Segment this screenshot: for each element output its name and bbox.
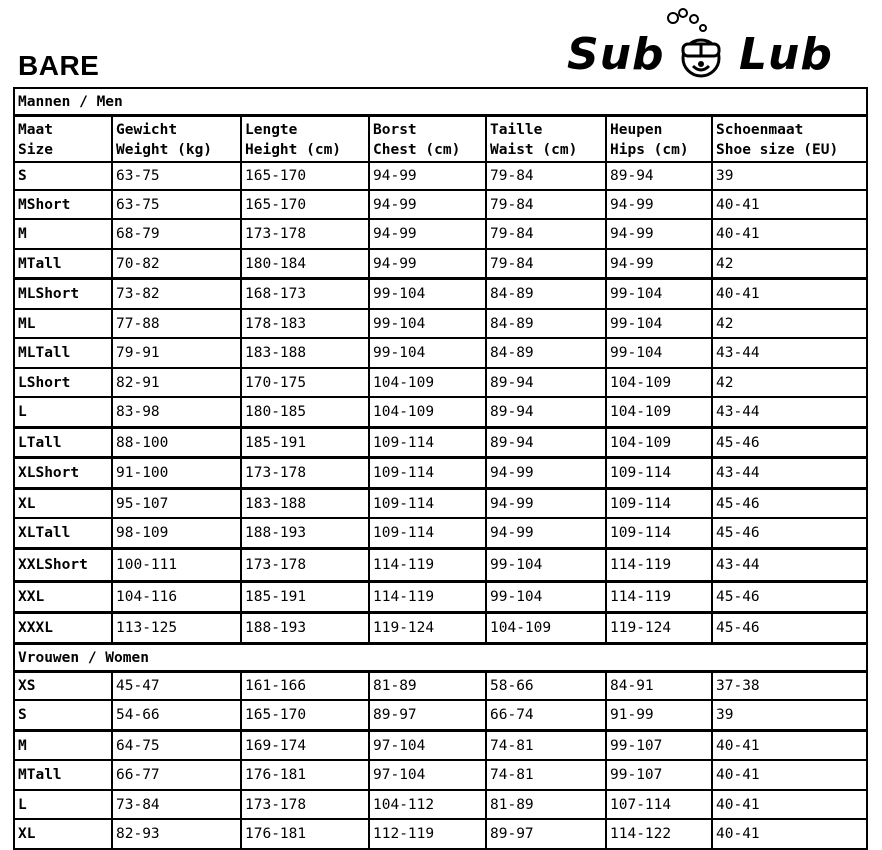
- value-cell: 109-114: [606, 458, 712, 489]
- column-header-dutch: Borst: [373, 121, 417, 138]
- value-cell: 64-75: [112, 731, 241, 761]
- size-cell: MLShort: [14, 279, 112, 310]
- size-cell: S: [14, 162, 112, 190]
- table-row: [14, 700, 867, 731]
- value-cell: 45-46: [712, 582, 867, 613]
- value-cell: 74-81: [486, 731, 606, 761]
- value-cell: 104-109: [606, 397, 712, 428]
- column-header-english: Hips (cm): [610, 141, 689, 158]
- brand-name: BARE: [18, 50, 100, 81]
- value-cell: 79-84: [486, 219, 606, 249]
- value-cell: 173-178: [241, 219, 369, 249]
- value-cell: 173-178: [241, 458, 369, 489]
- value-cell: 173-178: [241, 549, 369, 582]
- value-cell: 104-109: [369, 397, 486, 428]
- size-cell: XS: [14, 672, 112, 701]
- value-cell: 45-46: [712, 518, 867, 549]
- value-cell: 91-99: [606, 700, 712, 731]
- value-cell: 94-99: [369, 190, 486, 219]
- value-cell: 114-122: [606, 819, 712, 849]
- value-cell: 82-93: [112, 819, 241, 849]
- column-header: [606, 116, 712, 163]
- table-row: [14, 731, 867, 761]
- value-cell: 39: [712, 700, 867, 731]
- section-row-women: [14, 644, 867, 672]
- table-row: [14, 219, 867, 249]
- table-row: [14, 518, 867, 549]
- value-cell: 94-99: [369, 219, 486, 249]
- value-cell: 40-41: [712, 190, 867, 219]
- value-cell: 107-114: [606, 790, 712, 819]
- table-row: [14, 338, 867, 368]
- value-cell: 109-114: [369, 428, 486, 458]
- logo-word-sub: Sub: [567, 29, 665, 80]
- column-header-row: [14, 116, 867, 163]
- value-cell: 94-99: [486, 518, 606, 549]
- value-cell: 74-81: [486, 760, 606, 790]
- value-cell: 54-66: [112, 700, 241, 731]
- size-cell: MTall: [14, 249, 112, 279]
- value-cell: 104-116: [112, 582, 241, 613]
- value-cell: 40-41: [712, 219, 867, 249]
- value-cell: 180-184: [241, 249, 369, 279]
- value-cell: 161-166: [241, 672, 369, 701]
- value-cell: 91-100: [112, 458, 241, 489]
- column-header: [241, 116, 369, 163]
- column-header-english: Waist (cm): [490, 141, 578, 158]
- section-row-men: [14, 88, 867, 116]
- value-cell: 37-38: [712, 672, 867, 701]
- size-cell: L: [14, 790, 112, 819]
- value-cell: 109-114: [606, 489, 712, 519]
- size-chart-table: [13, 87, 868, 850]
- value-cell: 119-124: [606, 613, 712, 644]
- column-header-dutch: Maat: [18, 121, 53, 138]
- table-row: [14, 162, 867, 190]
- value-cell: 112-119: [369, 819, 486, 849]
- value-cell: 170-175: [241, 368, 369, 397]
- value-cell: 42: [712, 309, 867, 338]
- sublub-logo: [567, 6, 857, 84]
- table-row: [14, 249, 867, 279]
- size-cell: XXXL: [14, 613, 112, 644]
- value-cell: 173-178: [241, 790, 369, 819]
- value-cell: 104-109: [369, 368, 486, 397]
- value-cell: 104-112: [369, 790, 486, 819]
- value-cell: 104-109: [606, 368, 712, 397]
- value-cell: 63-75: [112, 162, 241, 190]
- size-cell: XXLShort: [14, 549, 112, 582]
- size-cell: XL: [14, 489, 112, 519]
- value-cell: 114-119: [369, 549, 486, 582]
- value-cell: 99-104: [486, 549, 606, 582]
- value-cell: 43-44: [712, 549, 867, 582]
- value-cell: 109-114: [369, 458, 486, 489]
- column-header-english: Height (cm): [245, 141, 342, 158]
- table-row: [14, 428, 867, 458]
- value-cell: 99-104: [606, 279, 712, 310]
- size-cell: LTall: [14, 428, 112, 458]
- table-row: [14, 368, 867, 397]
- table-row: [14, 613, 867, 644]
- value-cell: 63-75: [112, 190, 241, 219]
- section-title-women: Vrouwen / Women: [14, 644, 867, 672]
- table-row: [14, 309, 867, 338]
- value-cell: 42: [712, 368, 867, 397]
- value-cell: 84-91: [606, 672, 712, 701]
- value-cell: 83-98: [112, 397, 241, 428]
- value-cell: 180-185: [241, 397, 369, 428]
- value-cell: 100-111: [112, 549, 241, 582]
- value-cell: 89-97: [369, 700, 486, 731]
- value-cell: 42: [712, 249, 867, 279]
- table-row: [14, 458, 867, 489]
- value-cell: 99-104: [369, 309, 486, 338]
- value-cell: 40-41: [712, 760, 867, 790]
- column-header: [112, 116, 241, 163]
- value-cell: 45-46: [712, 489, 867, 519]
- column-header-english: Weight (kg): [116, 141, 213, 158]
- table-row: [14, 760, 867, 790]
- value-cell: 188-193: [241, 518, 369, 549]
- value-cell: 79-84: [486, 190, 606, 219]
- value-cell: 39: [712, 162, 867, 190]
- value-cell: 168-173: [241, 279, 369, 310]
- size-cell: M: [14, 731, 112, 761]
- table-row: [14, 672, 867, 701]
- column-header: [369, 116, 486, 163]
- value-cell: 109-114: [369, 518, 486, 549]
- value-cell: 185-191: [241, 582, 369, 613]
- value-cell: 99-104: [486, 582, 606, 613]
- size-cell: LShort: [14, 368, 112, 397]
- value-cell: 43-44: [712, 458, 867, 489]
- column-header-english: Size: [18, 141, 53, 158]
- column-header-dutch: Schoenmaat: [716, 121, 804, 138]
- value-cell: 94-99: [486, 458, 606, 489]
- value-cell: 45-47: [112, 672, 241, 701]
- diver-face-icon: [663, 6, 739, 84]
- value-cell: 176-181: [241, 760, 369, 790]
- value-cell: 99-107: [606, 731, 712, 761]
- value-cell: 114-119: [369, 582, 486, 613]
- value-cell: 66-74: [486, 700, 606, 731]
- column-header-english: Chest (cm): [373, 141, 461, 158]
- value-cell: 43-44: [712, 338, 867, 368]
- value-cell: 40-41: [712, 279, 867, 310]
- size-cell: S: [14, 700, 112, 731]
- value-cell: 94-99: [369, 249, 486, 279]
- value-cell: 97-104: [369, 731, 486, 761]
- value-cell: 81-89: [486, 790, 606, 819]
- column-header: [486, 116, 606, 163]
- column-header: [14, 116, 112, 163]
- value-cell: 45-46: [712, 428, 867, 458]
- value-cell: 169-174: [241, 731, 369, 761]
- value-cell: 81-89: [369, 672, 486, 701]
- value-cell: 82-91: [112, 368, 241, 397]
- value-cell: 40-41: [712, 819, 867, 849]
- size-cell: MShort: [14, 190, 112, 219]
- value-cell: 113-125: [112, 613, 241, 644]
- value-cell: 99-104: [606, 338, 712, 368]
- size-cell: XLTall: [14, 518, 112, 549]
- table-row: [14, 582, 867, 613]
- value-cell: 89-97: [486, 819, 606, 849]
- value-cell: 84-89: [486, 279, 606, 310]
- value-cell: 70-82: [112, 249, 241, 279]
- value-cell: 73-84: [112, 790, 241, 819]
- value-cell: 183-188: [241, 338, 369, 368]
- value-cell: 89-94: [486, 397, 606, 428]
- value-cell: 94-99: [606, 190, 712, 219]
- size-cell: ML: [14, 309, 112, 338]
- value-cell: 114-119: [606, 582, 712, 613]
- value-cell: 43-44: [712, 397, 867, 428]
- value-cell: 88-100: [112, 428, 241, 458]
- table-row: [14, 549, 867, 582]
- size-cell: XLShort: [14, 458, 112, 489]
- column-header-dutch: Heupen: [610, 121, 663, 138]
- value-cell: 178-183: [241, 309, 369, 338]
- value-cell: 109-114: [369, 489, 486, 519]
- table-row: [14, 790, 867, 819]
- value-cell: 104-109: [486, 613, 606, 644]
- column-header-english: Shoe size (EU): [716, 141, 839, 158]
- value-cell: 165-170: [241, 700, 369, 731]
- value-cell: 58-66: [486, 672, 606, 701]
- value-cell: 79-84: [486, 162, 606, 190]
- value-cell: 104-109: [606, 428, 712, 458]
- column-header: [712, 116, 867, 163]
- table-row: [14, 190, 867, 219]
- value-cell: 79-91: [112, 338, 241, 368]
- table-row: [14, 489, 867, 519]
- value-cell: 94-99: [606, 249, 712, 279]
- value-cell: 176-181: [241, 819, 369, 849]
- value-cell: 66-77: [112, 760, 241, 790]
- size-cell: MTall: [14, 760, 112, 790]
- value-cell: 99-104: [369, 338, 486, 368]
- value-cell: 98-109: [112, 518, 241, 549]
- column-header-dutch: Taille: [490, 121, 543, 138]
- value-cell: 77-88: [112, 309, 241, 338]
- value-cell: 99-107: [606, 760, 712, 790]
- section-title-men: Mannen / Men: [14, 88, 867, 116]
- size-cell: L: [14, 397, 112, 428]
- value-cell: 40-41: [712, 790, 867, 819]
- table-row: [14, 819, 867, 849]
- value-cell: 94-99: [606, 219, 712, 249]
- value-cell: 165-170: [241, 190, 369, 219]
- size-cell: XXL: [14, 582, 112, 613]
- value-cell: 183-188: [241, 489, 369, 519]
- logo-word-lub: Lub: [739, 29, 833, 80]
- value-cell: 94-99: [486, 489, 606, 519]
- value-cell: 68-79: [112, 219, 241, 249]
- value-cell: 97-104: [369, 760, 486, 790]
- table-row: [14, 397, 867, 428]
- value-cell: 99-104: [369, 279, 486, 310]
- value-cell: 79-84: [486, 249, 606, 279]
- value-cell: 89-94: [486, 428, 606, 458]
- size-cell: MLTall: [14, 338, 112, 368]
- value-cell: 188-193: [241, 613, 369, 644]
- value-cell: 84-89: [486, 309, 606, 338]
- value-cell: 73-82: [112, 279, 241, 310]
- value-cell: 89-94: [606, 162, 712, 190]
- value-cell: 40-41: [712, 731, 867, 761]
- value-cell: 45-46: [712, 613, 867, 644]
- value-cell: 109-114: [606, 518, 712, 549]
- value-cell: 114-119: [606, 549, 712, 582]
- value-cell: 89-94: [486, 368, 606, 397]
- size-cell: M: [14, 219, 112, 249]
- value-cell: 84-89: [486, 338, 606, 368]
- table-row: [14, 279, 867, 310]
- column-header-dutch: Gewicht: [116, 121, 178, 138]
- value-cell: 165-170: [241, 162, 369, 190]
- value-cell: 99-104: [606, 309, 712, 338]
- column-header-dutch: Lengte: [245, 121, 298, 138]
- value-cell: 185-191: [241, 428, 369, 458]
- value-cell: 119-124: [369, 613, 486, 644]
- value-cell: 95-107: [112, 489, 241, 519]
- value-cell: 94-99: [369, 162, 486, 190]
- size-cell: XL: [14, 819, 112, 849]
